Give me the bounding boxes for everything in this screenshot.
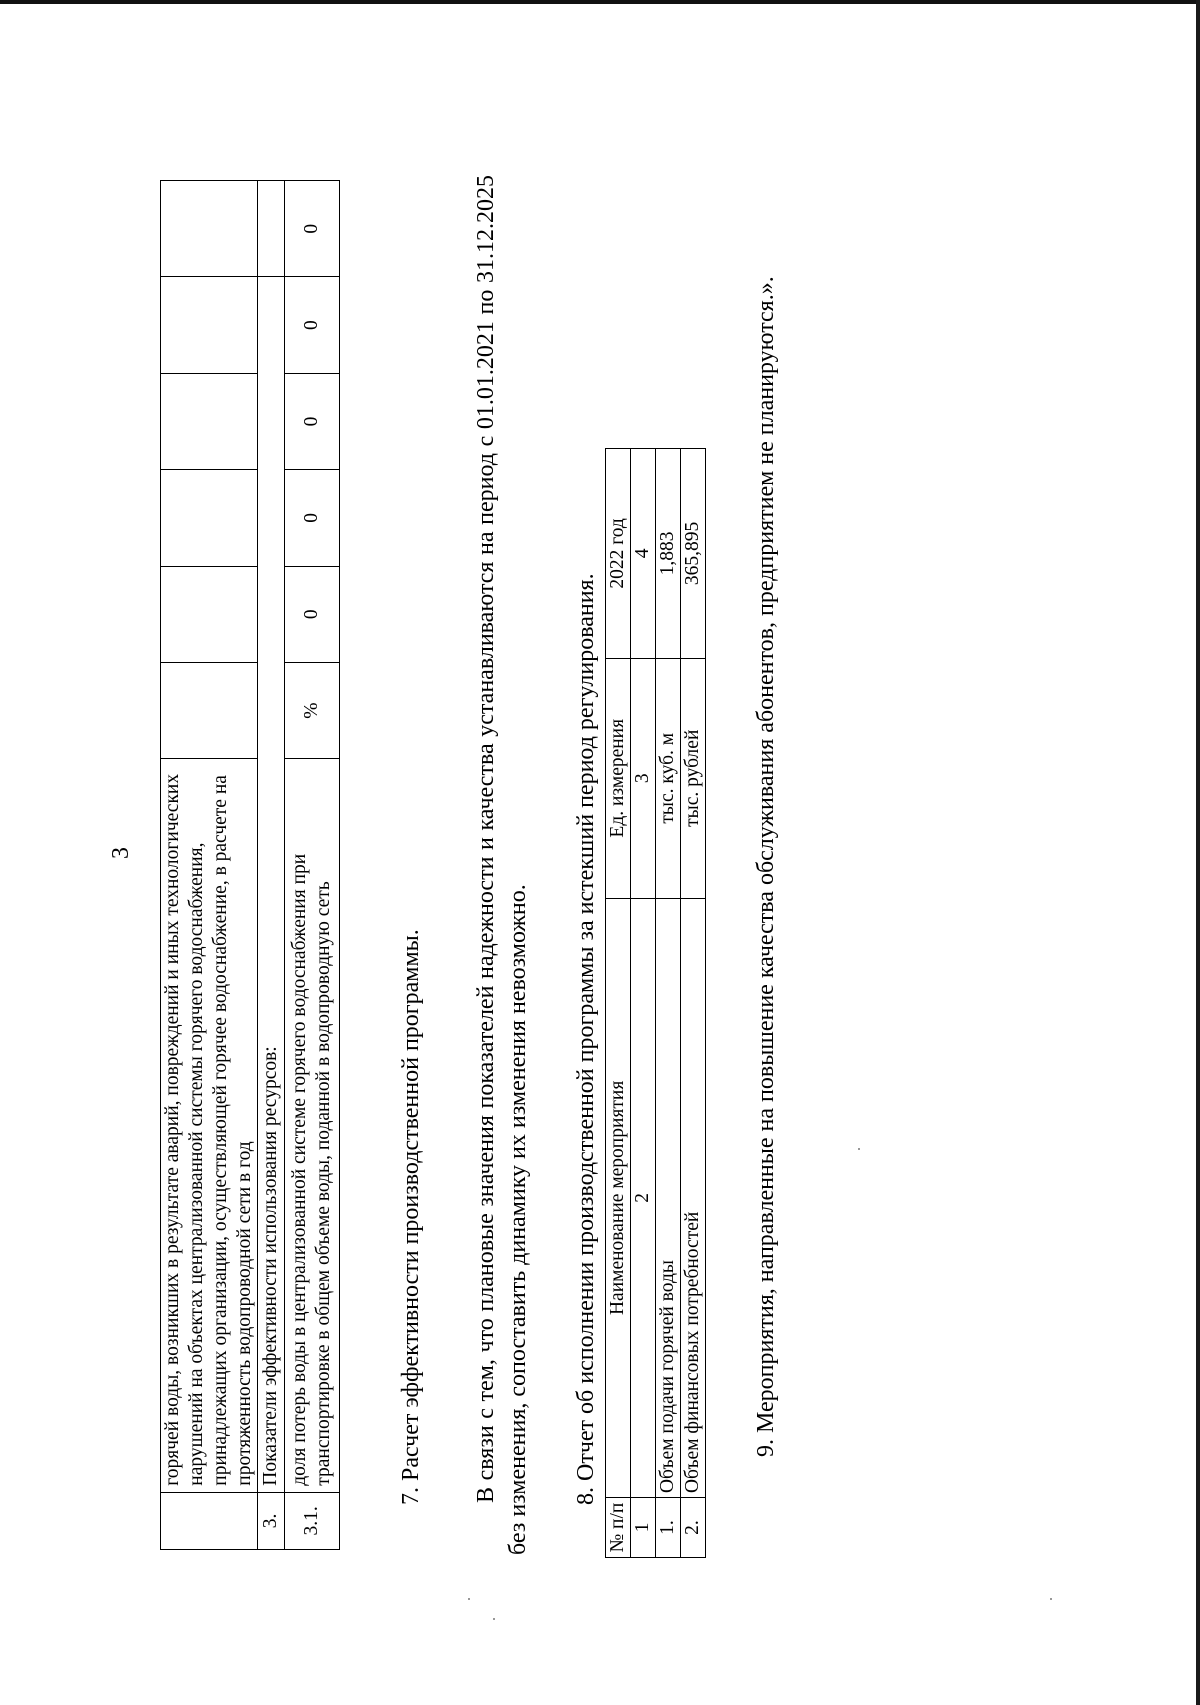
indicators-table [160,180,340,1550]
row-name: Объем финансовых потребностей [681,898,706,1497]
table-row [285,181,340,1550]
row31-value: 0 [285,277,340,373]
row31-number: 3.1. [285,1492,340,1549]
col-number: 4 [631,449,656,659]
table-row [161,181,258,1550]
table-cell [161,566,258,662]
row-value: 1,883 [656,449,681,659]
table-cell [161,277,258,373]
table-cell [161,470,258,566]
table-cell [161,373,258,469]
header-name: Наименование мероприятия [606,898,631,1497]
header-num: № п/п [606,1498,631,1558]
table-cell [161,181,258,277]
table-cell [161,1492,258,1549]
header-unit: Ед. измерения [606,658,631,898]
row-value: 365,895 [681,449,706,659]
section9-text: 9. Мероприятия, направленные на повышение качества обслуживания абонентов, предприятием не планируются.». [753,276,779,1457]
section3-number: 3. [258,1492,285,1549]
row31-value: 0 [285,566,340,662]
page-number: 3 [108,847,134,859]
row31-value: 0 [285,373,340,469]
row31-value: 0 [285,181,340,277]
table-row [681,449,706,1558]
row31-value: 0 [285,470,340,566]
row-name: Объем подачи горячей воды [656,898,681,1497]
row-num: 1. [656,1498,681,1558]
col-number: 2 [631,898,656,1497]
table-row [656,449,681,1558]
col-number: 1 [631,1498,656,1558]
col-number: 3 [631,658,656,898]
row-num: 2. [681,1498,706,1558]
section7-heading: 7. Расчет эффективности производственной программы. [398,929,424,1505]
body-paragraph: В связи с тем, что плановые значения показателей надежности и качества устанавливаются на период с 01.01.2021 по 31.12.2025 без изменения, сопоставить динамику их изменения невозможно. [473,175,531,1555]
table-cell [161,662,258,758]
column-number-row [631,449,656,1558]
section8-heading: 8. Отчет об исполнении производственной программы за истекший период регулирования. [573,573,599,1505]
table-header-row [606,449,631,1558]
row31-unit: % [285,662,340,758]
table-row [258,181,285,1550]
row-unit: тыс. куб. м [656,658,681,898]
row-unit: тыс. рублей [681,658,706,898]
section3-label: Показатели эффективности использования ресурсов: [258,277,285,1492]
header-year: 2022 год [606,449,631,659]
row31-label: доля потерь воды в централизованной системе горячего водоснабжения при транспортировке в общем объеме воды, поданной в водопроводную сеть [285,759,340,1492]
table-cell [258,181,285,277]
report-table [605,448,706,1558]
continued-row-text: горячей воды, возникших в результате аварий, повреждений и иных технологических нарушений на объектах централизованной системы горячего водоснабжения, принадлежащих организации, осуществляющей горячее водоснабжение, в расчете на протяженность водопроводной сети в год [161,759,258,1492]
